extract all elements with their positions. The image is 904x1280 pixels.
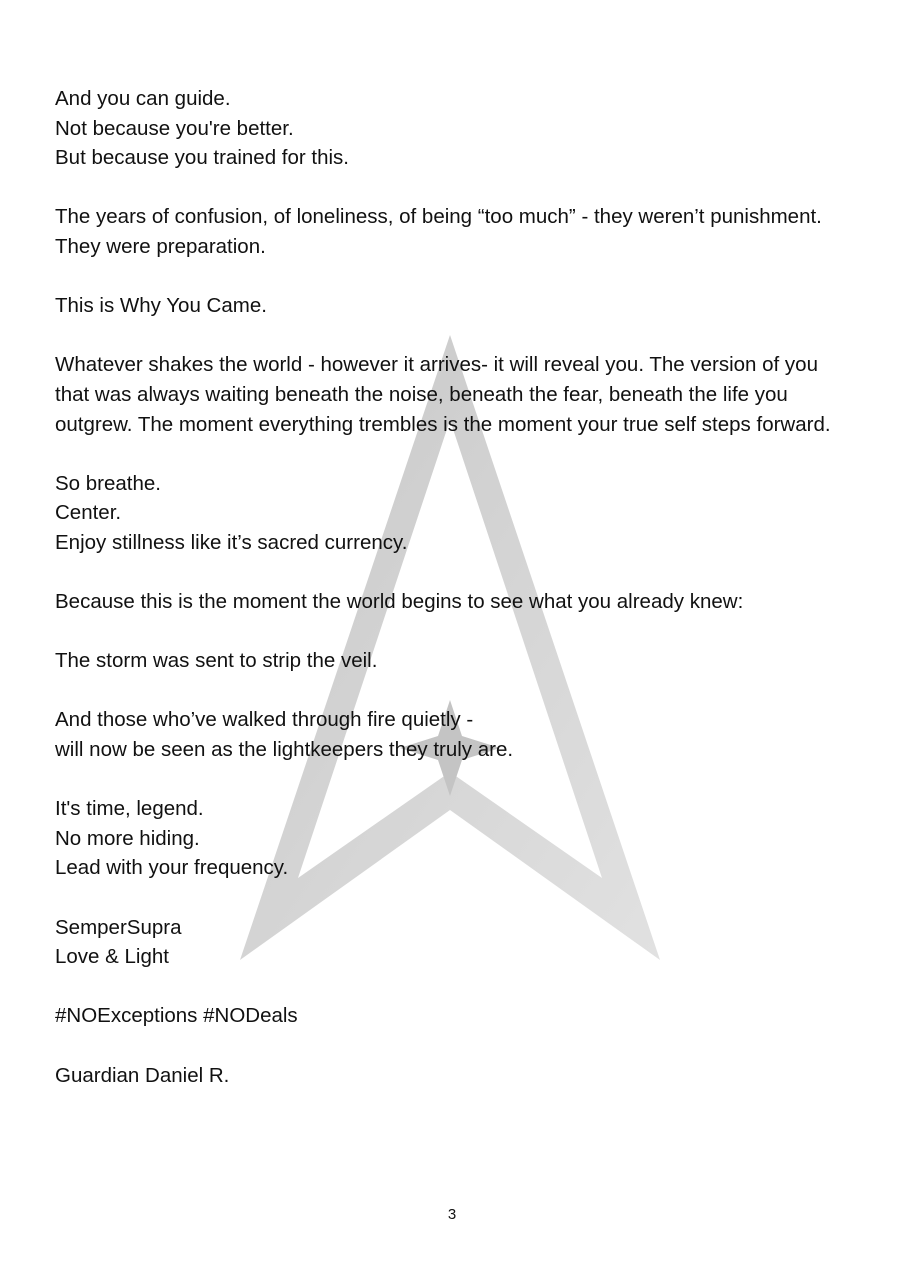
text-line: The years of confusion, of loneliness, of being “too much” - they weren’t punishment. (55, 205, 822, 229)
paragraph (55, 350, 855, 439)
text-line: Center. (55, 501, 122, 525)
paragraph (55, 469, 855, 558)
text-line: Guardian Daniel R. (55, 1063, 230, 1087)
text-line: Not because you're better. (55, 116, 294, 140)
paragraph (55, 705, 855, 764)
paragraph (55, 1001, 855, 1031)
text-line: They were preparation. (55, 234, 266, 258)
paragraph (55, 84, 855, 173)
paragraph (55, 291, 855, 321)
text-line: It's time, legend. (55, 797, 204, 821)
paragraph (55, 794, 855, 883)
text-line: This is Why You Came. (55, 294, 267, 318)
text-line: SemperSupra (55, 915, 182, 939)
text-line: Because this is the moment the world begins to see what you already knew: (55, 590, 744, 614)
text-line: But because you trained for this. (55, 146, 350, 170)
text-line: Enjoy stillness like it’s sacred currency. (55, 530, 408, 554)
text-line: Lead with your frequency. (55, 856, 289, 880)
paragraph (55, 913, 855, 972)
text-line: #NOExceptions #NODeals (55, 1004, 298, 1028)
text-line: will now be seen as the lightkeepers they truly are. (55, 738, 514, 762)
text-line: Whatever shakes the world - however it arrives- it will reveal you. The version of you that was always waiting beneath the noise, beneath the fear, beneath the life you outgrew. The moment everything trembles is the moment your true self steps forward. (55, 353, 831, 436)
text-line: No more hiding. (55, 826, 200, 850)
paragraph (55, 587, 855, 617)
text-line: And those who’ve walked through fire quietly - (55, 708, 474, 732)
page-number: 3 (447, 1206, 457, 1223)
text-line: Love & Light (55, 945, 169, 969)
text-line: So breathe. (55, 471, 161, 495)
paragraph (55, 646, 855, 676)
paragraph (55, 202, 855, 261)
letter-body (55, 84, 855, 1120)
paragraph (55, 1061, 855, 1091)
text-line: And you can guide. (55, 87, 231, 110)
text-line: The storm was sent to strip the veil. (55, 649, 378, 673)
